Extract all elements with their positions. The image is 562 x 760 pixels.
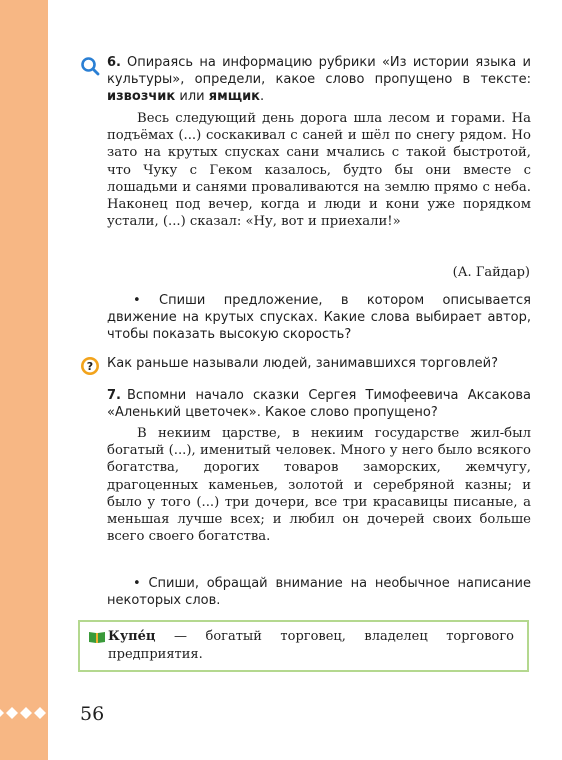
task-6-end: . xyxy=(260,89,265,104)
magnifier-icon xyxy=(80,56,100,76)
definition-body: — богатый торговец, владелец торгового предприятия. xyxy=(108,629,514,662)
task-7-text: Вспомни начало сказки Сергея Тимофеевича Аксакова «Аленький цветочек». Какое слово пропущено? xyxy=(107,388,531,420)
page-side-stripe xyxy=(0,0,48,760)
book-icon xyxy=(88,630,106,644)
task-7-number: 7. xyxy=(107,388,121,403)
page-number: 56 xyxy=(80,703,105,725)
task-6-bullet: • Спиши предложение, в котором описывается движение на крутых спусках. Какие слова выбирает автор, чтобы показать высокую скорость? xyxy=(107,293,531,342)
task-6-number: 6. xyxy=(107,55,121,70)
task-6-text: Опираясь на информацию рубрики «Из истории языка и культуры», определи, какое слово пропущено в тексте: xyxy=(107,55,531,87)
task-6-word-1: извозчик xyxy=(107,89,176,104)
decorative-diamonds xyxy=(0,703,48,723)
definition-text xyxy=(108,628,514,664)
svg-text:?: ? xyxy=(86,360,94,373)
task-6-word-2: ямщик xyxy=(208,89,260,104)
question-text: Как раньше называли людей, занимавшихся торговлей? xyxy=(107,356,498,371)
task-6-connector: или xyxy=(175,89,209,104)
task-6-quote xyxy=(107,110,531,230)
task-7-bullet: • Спиши, обращай внимание на необычное написание некоторых слов. xyxy=(107,576,531,608)
definition-term: Купе́ц xyxy=(108,629,156,644)
task-6-quote-text: Весь следующий день дорога шла лесом и горами. На подъёмах (...) соскакивал с саней и шёл по снегу рядом. Но зато на крутых спусках сани мчались с такой быстротой, что Чуку с Геком казалось, будто бы они вместе с лошадьми и санями проваливаются на землю прямо с неба. Наконец под вечер, когда и люди и кони уже порядком устали, (...) сказал: «Ну, вот и приехали!» xyxy=(107,111,531,230)
task-7-quote xyxy=(107,425,531,545)
task-7-instruction xyxy=(107,387,531,421)
task-7-quote-text: В некиим царстве, в некиим государстве жил-был богатый (...), именитый человек. Много у него было всякого богатства, дорогих товаров заморских, жемчугу, драгоценных каменьев, золотой и серебряной казны; и было у того (...) три дочери, все три красавицы писаные, а меньшая лучше всех; и любил он дочерей своих больше всего своего богатства. xyxy=(107,426,531,545)
task-6-instruction xyxy=(107,54,531,105)
quote-author: (А. Гайдар) xyxy=(452,265,530,280)
definition-box xyxy=(78,620,529,672)
question-icon xyxy=(80,356,100,376)
